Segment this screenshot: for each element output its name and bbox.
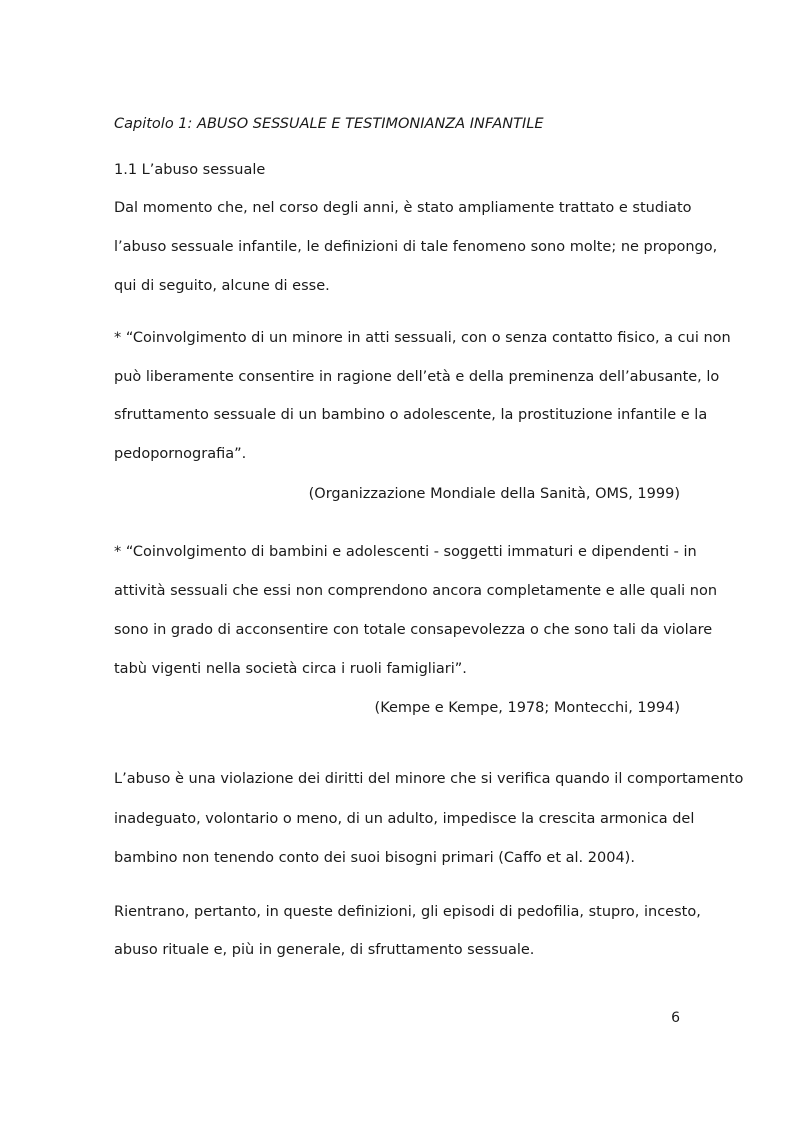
definition-2-line-3: sono in grado di acconsentire con totale consapevolezza o che sono tali da violare xyxy=(114,622,713,638)
definition-1-line-1: * “Coinvolgimento di un minore in atti sessuali, con o senza contatto fisico, a cui non xyxy=(114,330,731,346)
section-title: 1.1 L’abuso sessuale xyxy=(114,162,266,178)
definition-2-line-4: tabù vigenti nella società circa i ruoli famigliari”. xyxy=(114,661,467,677)
definition-1-line-2: può liberamente consentire in ragione dell’età e della preminenza dell’abusante, lo xyxy=(114,369,720,385)
examples-paragraph-line-1: Rientrano, pertanto, in queste definizioni, gli episodi di pedofilia, stupro, incesto, xyxy=(114,904,701,920)
citation-1: (Organizzazione Mondiale della Sanità, OMS, 1999) xyxy=(308,486,680,502)
definition-2-line-2: attività sessuali che essi non comprendono ancora completamente e alle quali non xyxy=(114,583,718,599)
examples-paragraph-line-2: abuso rituale e, più in generale, di sfruttamento sessuale. xyxy=(114,942,535,958)
chapter-title: Capitolo 1: ABUSO SESSUALE E TESTIMONIANZA INFANTILE xyxy=(114,116,544,132)
intro-line-1: Dal momento che, nel corso degli anni, è stato ampliamente trattato e studiato xyxy=(114,200,692,216)
definition-1-line-3: sfruttamento sessuale di un bambino o adolescente, la prostituzione infantile e la xyxy=(114,407,708,423)
citation-2: (Kempe e Kempe, 1978; Montecchi, 1994) xyxy=(374,700,680,716)
definition-1-line-4: pedopornografia”. xyxy=(114,446,247,462)
intro-line-2: l’abuso sessuale infantile, le definizioni di tale fenomeno sono molte; ne propongo, xyxy=(114,239,718,255)
page-number: 6 xyxy=(671,1010,680,1026)
abuse-paragraph-line-3: bambino non tenendo conto dei suoi bisogni primari (Caffo et al. 2004). xyxy=(114,850,635,866)
abuse-paragraph-line-1: L’abuso è una violazione dei diritti del minore che si verifica quando il comportamento xyxy=(114,771,744,787)
definition-2-line-1: * “Coinvolgimento di bambini e adolescenti - soggetti immaturi e dipendenti - in xyxy=(114,544,697,560)
abuse-paragraph-line-2: inadeguato, volontario o meno, di un adulto, impedisce la crescita armonica del xyxy=(114,811,695,827)
intro-line-3: qui di seguito, alcune di esse. xyxy=(114,278,330,294)
